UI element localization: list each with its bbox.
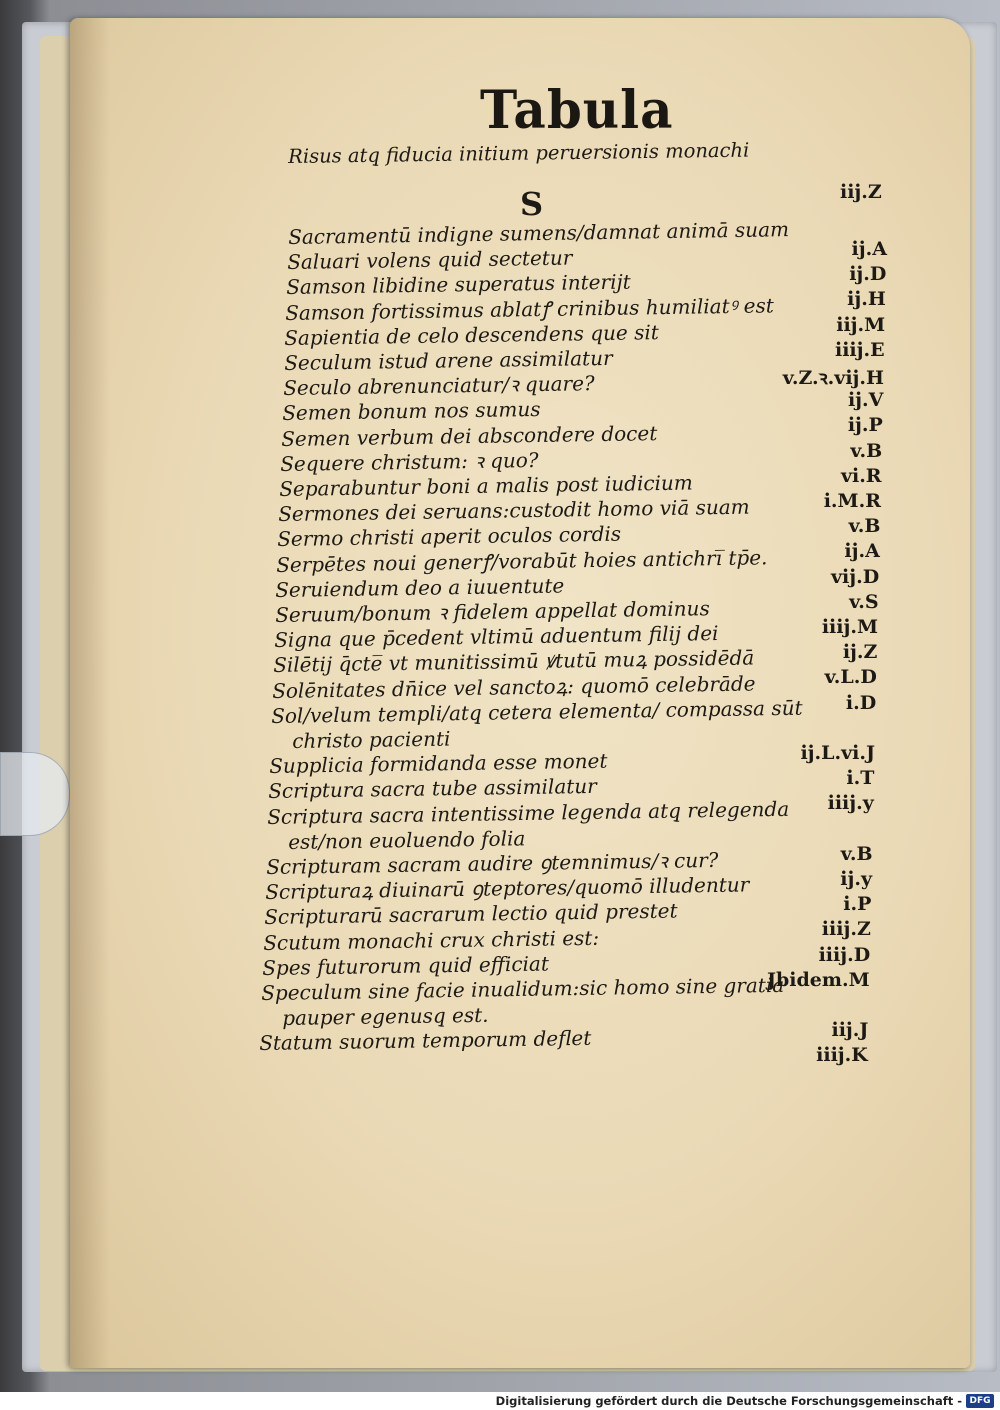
entry-ref: ij.Z <box>842 641 878 664</box>
entry-text: Separabuntur boni a malis post iudicium <box>279 470 693 501</box>
entry-text: Solēnitates dn̄ice vel sanctoꝝ: quomō celebrāde <box>271 671 756 703</box>
entry-text: Seruum/bonum ꝛ fidelem appellat dominus <box>274 596 710 627</box>
entry-text: Serpētes noui generꝭ/vorabūt hoies antichri̅ tp̄e. <box>276 544 768 577</box>
book-page <box>70 18 970 1368</box>
entry-ref: ij.P <box>847 414 883 437</box>
entry-ref: ij.V <box>847 389 884 412</box>
footer-credit: Digitalisierung gefördert durch die Deutsche Forschungsgemeinschaft - <box>495 1394 962 1408</box>
entry-ref: ij.D <box>849 263 887 286</box>
entry-text: Scripturaꝝ diuinarū ꝯteptores/quomō illudentur <box>264 872 750 905</box>
entry-text: Scriptura sacra intentissime legenda atq̧ relegenda <box>267 796 790 829</box>
entry-text: christo pacienti <box>292 726 451 753</box>
entry-text: Semen bonum nos sumus <box>281 397 541 426</box>
entry-ref: ij.A <box>851 238 887 260</box>
entry-text: Spes futurorum quid efficiat <box>261 951 549 980</box>
entry-ref: i.M.R <box>823 490 881 512</box>
entry-text: Saluari volens quid sectetur <box>287 245 573 275</box>
entry-ref: iiij.Z <box>821 918 871 941</box>
entry-text: Samson libidine superatus interijt <box>286 269 632 300</box>
page-title: Tabula <box>480 78 674 141</box>
entry-ref: iiij.D <box>818 943 871 966</box>
entry-text: Sacramentū indigne sumens/damnat animā suam <box>288 217 790 249</box>
entry-ref: ij.y <box>840 868 872 890</box>
entry-text: Sol/velum templi/atq̧ cetera elementa/ compassa sūt <box>270 695 803 728</box>
entry-ref: ij.L.vi.J <box>800 742 875 764</box>
entry-text: Scutum monachi crux christi est: <box>262 925 600 955</box>
section-letter: S <box>520 185 544 223</box>
entry-text: Sequere christum: ꝛ quo? <box>279 447 539 476</box>
entry-ref: iij.J <box>831 1019 869 1042</box>
entry-text: Risus atq̧ fiducia initium peruersionis monachi <box>288 138 750 168</box>
entry-ref: i.T <box>846 767 875 790</box>
entry-text: Seculo abrenunciatur/ꝛ quare? <box>282 371 595 401</box>
entry-ref: v.B <box>848 515 881 538</box>
entry-text: Supplicia formidanda esse monet <box>269 748 608 779</box>
entry-ref: i.D <box>845 691 877 714</box>
entry-text: Sapientia de celo descendens que sit <box>284 319 660 350</box>
entry-text: Sermones dei seruans:custodit homo viā suam <box>278 494 750 527</box>
entry-ref: v.S <box>849 590 879 613</box>
entry-text: Seculum istud arene assimilatur <box>283 345 613 375</box>
first-entry-ref: iij.Z <box>840 181 882 203</box>
entry-ref: iiij.y <box>827 792 874 815</box>
entry-ref: iiij.E <box>834 338 885 361</box>
entry-text: Seruiendum deo a iuuentute <box>275 573 565 602</box>
dfg-logo: DFG <box>966 1394 994 1408</box>
entry-text: Signa que p̄cedent vltimū aduentum filij dei <box>273 621 719 653</box>
entry-ref: Jbidem.M <box>766 968 870 991</box>
entry-text: Semen verbum dei abscondere docet <box>280 420 658 451</box>
entry-ref: iij.M <box>836 313 886 336</box>
entry-ref: i.P <box>843 893 872 916</box>
entry-ref: v.Z.ꝛ.vij.H <box>782 367 884 389</box>
index-entries <box>70 18 970 1368</box>
entry-text: Silētij q̄cte̅ vt munitissimū ꝟtutū muꝝ possidēdā <box>272 645 755 678</box>
entry-ref: iiij.K <box>816 1044 868 1067</box>
entry-text: Scripturarū sacrarum lectio quid prestet <box>263 898 678 930</box>
entry-text: Scripturam sacram audire ꝯtemnimus/ꝛ cur? <box>265 847 719 879</box>
entry-ref: v.B <box>850 439 883 462</box>
entry-ref: vij.D <box>830 565 880 588</box>
entry-text: Scriptura sacra tube assimilatur <box>268 774 598 804</box>
entry-ref: iiij.M <box>821 616 878 638</box>
entry-text: Samson fortissimus ablatꝭ crinibus humiliatꝰ est <box>285 292 775 325</box>
entry-text: pauper egenusq̧ est. <box>282 1002 489 1031</box>
entry-ref: ij.H <box>847 288 886 311</box>
entry-ref: vi.R <box>840 464 882 487</box>
entry-text: Sermo christi aperit oculos cordis <box>277 521 622 552</box>
entry-ref: v.B <box>840 842 873 865</box>
entry-text: Speculum sine facie inualidum:sic homo sine gratia <box>261 972 785 1005</box>
entry-text: est/non euoluendo folia <box>288 826 526 854</box>
entry-ref: v.L.D <box>824 666 877 689</box>
entry-ref: ij.A <box>844 540 880 563</box>
entry-text: Statum suorum temporum deflet <box>259 1026 592 1056</box>
